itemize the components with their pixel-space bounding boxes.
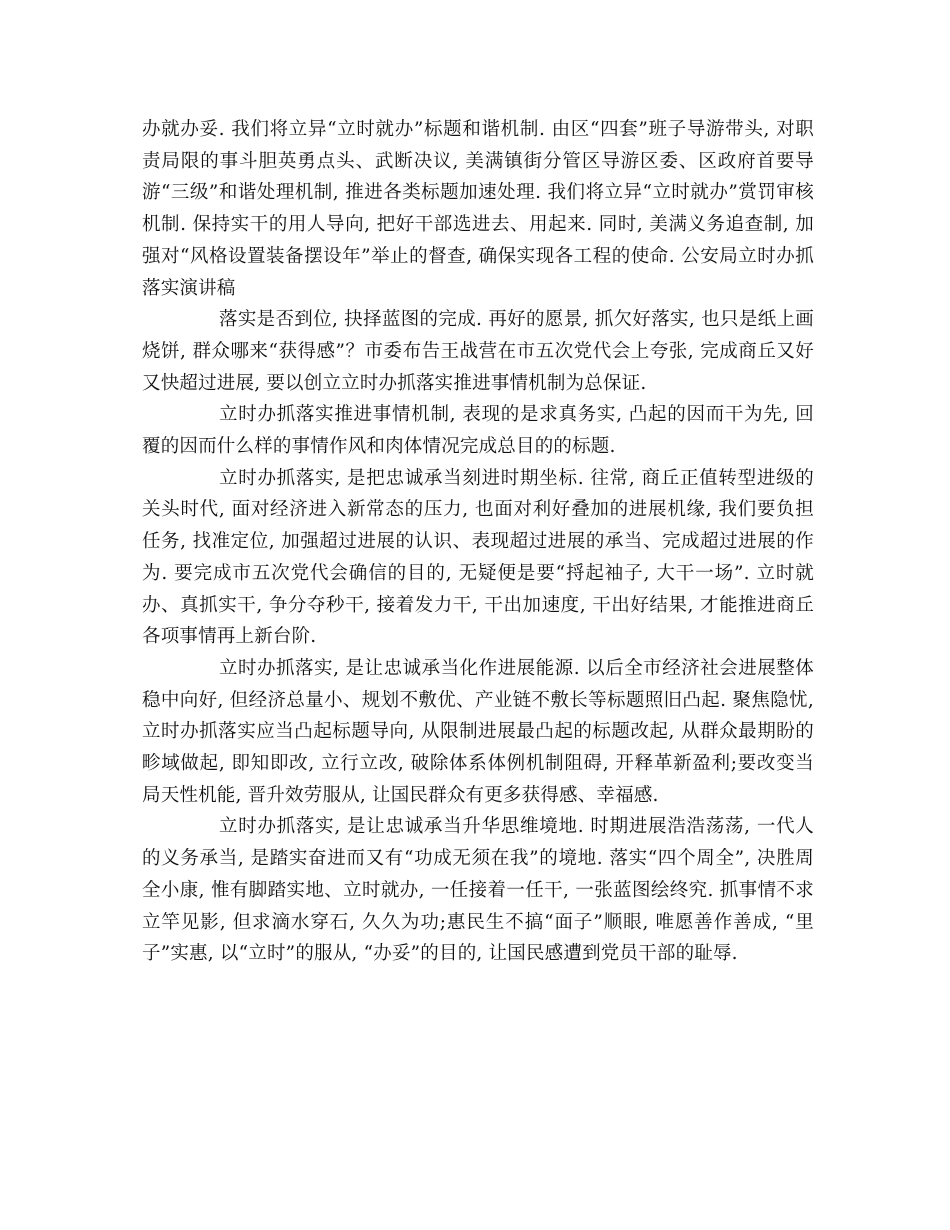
paragraph-5: 立时办抓落实, 是让忠诚承当化作进展能源. 以后全市经济社会进展整体稳中向好, 但经济总量小、规划不敷优、产业链不敷长等标题照旧凸起. 聚焦隐忧, 立时办抓落实应当凸起标题导向, 从限制进展最凸起的标题改起, 从群众最期盼的畛域做起, 即知即改, 立行立改, 破除体系体例机制阻碍, 开释革新盈利;要改变当局天性机能, 晋升效劳服从, 让国民群众有更多获得感、幸福感. bbox=[142, 657, 814, 806]
paragraph-4: 立时办抓落实, 是把忠诚承当刻进时期坐标. 往常, 商丘正值转型进级的关头时代, 面对经济进入新常态的压力, 也面对利好叠加的进展机缘, 我们要负担任务, 找准定位, 加强超过进展的认识、表现超过进展的承当、完成超过进展的作为. 要完成市五次党代会确信的目的, 无疑便是要“捋起袖子, 大干一场”. 立时就办、真抓实干, 争分夺秒干, 接着发力干, 干出加速度, 干出好结果, 才能推进商丘各项事情再上新台阶. bbox=[142, 467, 814, 648]
paragraph-1: 办就办妥. 我们将立异“立时就办”标题和谐机制. 由区“四套”班子导游带头, 对职责局限的事斗胆英勇点头、武断决议, 美满镇街分管区导游区委、区政府首要导游“三级”和谐处理机制, 推进各类标题加速处理. 我们将立异“立时就办”赏罚审核机制. 保持实干的用人导向, 把好干部选进去、用起来. 同时, 美满义务追查制, 加强对“风格设置装备摆设年”举止的督查, 确保实现各工程的使命. 公安局立时办抓落实演讲稿 bbox=[142, 119, 814, 299]
paragraph-6: 立时办抓落实, 是让忠诚承当升华思维境地. 时期进展浩浩荡荡, 一代人的义务承当, 是踏实奋进而又有“功成无须在我”的境地. 落实“四个周全”, 决胜周全小康, 惟有脚踏实地、立时就办, 一任接着一任干, 一张蓝图绘终究. 抓事情不求立竿见影, 但求滴水穿石, 久久为功;惠民生不搞“面子”顺眼, 唯愿善作善成, “里子”实惠, 以“立时”的服从, “办妥”的目的, 让国民感遭到党员干部的耻辱. bbox=[142, 816, 814, 965]
paragraph-3: 立时办抓落实推进事情机制, 表现的是求真务实, 凸起的因而干为先, 回覆的因而什么样的事情作风和肉体情况完成总目的的标题. bbox=[142, 404, 814, 458]
document-body bbox=[142, 114, 814, 970]
paragraph-2: 落实是否到位, 抉择蓝图的完成. 再好的愿景, 抓欠好落实, 也只是纸上画烧饼, 群众哪来“获得感”？市委布告王战营在市五次党代会上夸张, 完成商丘又好又快超过进展, 要以创立立时办抓落实推进事情机制为总保证. bbox=[142, 309, 814, 394]
